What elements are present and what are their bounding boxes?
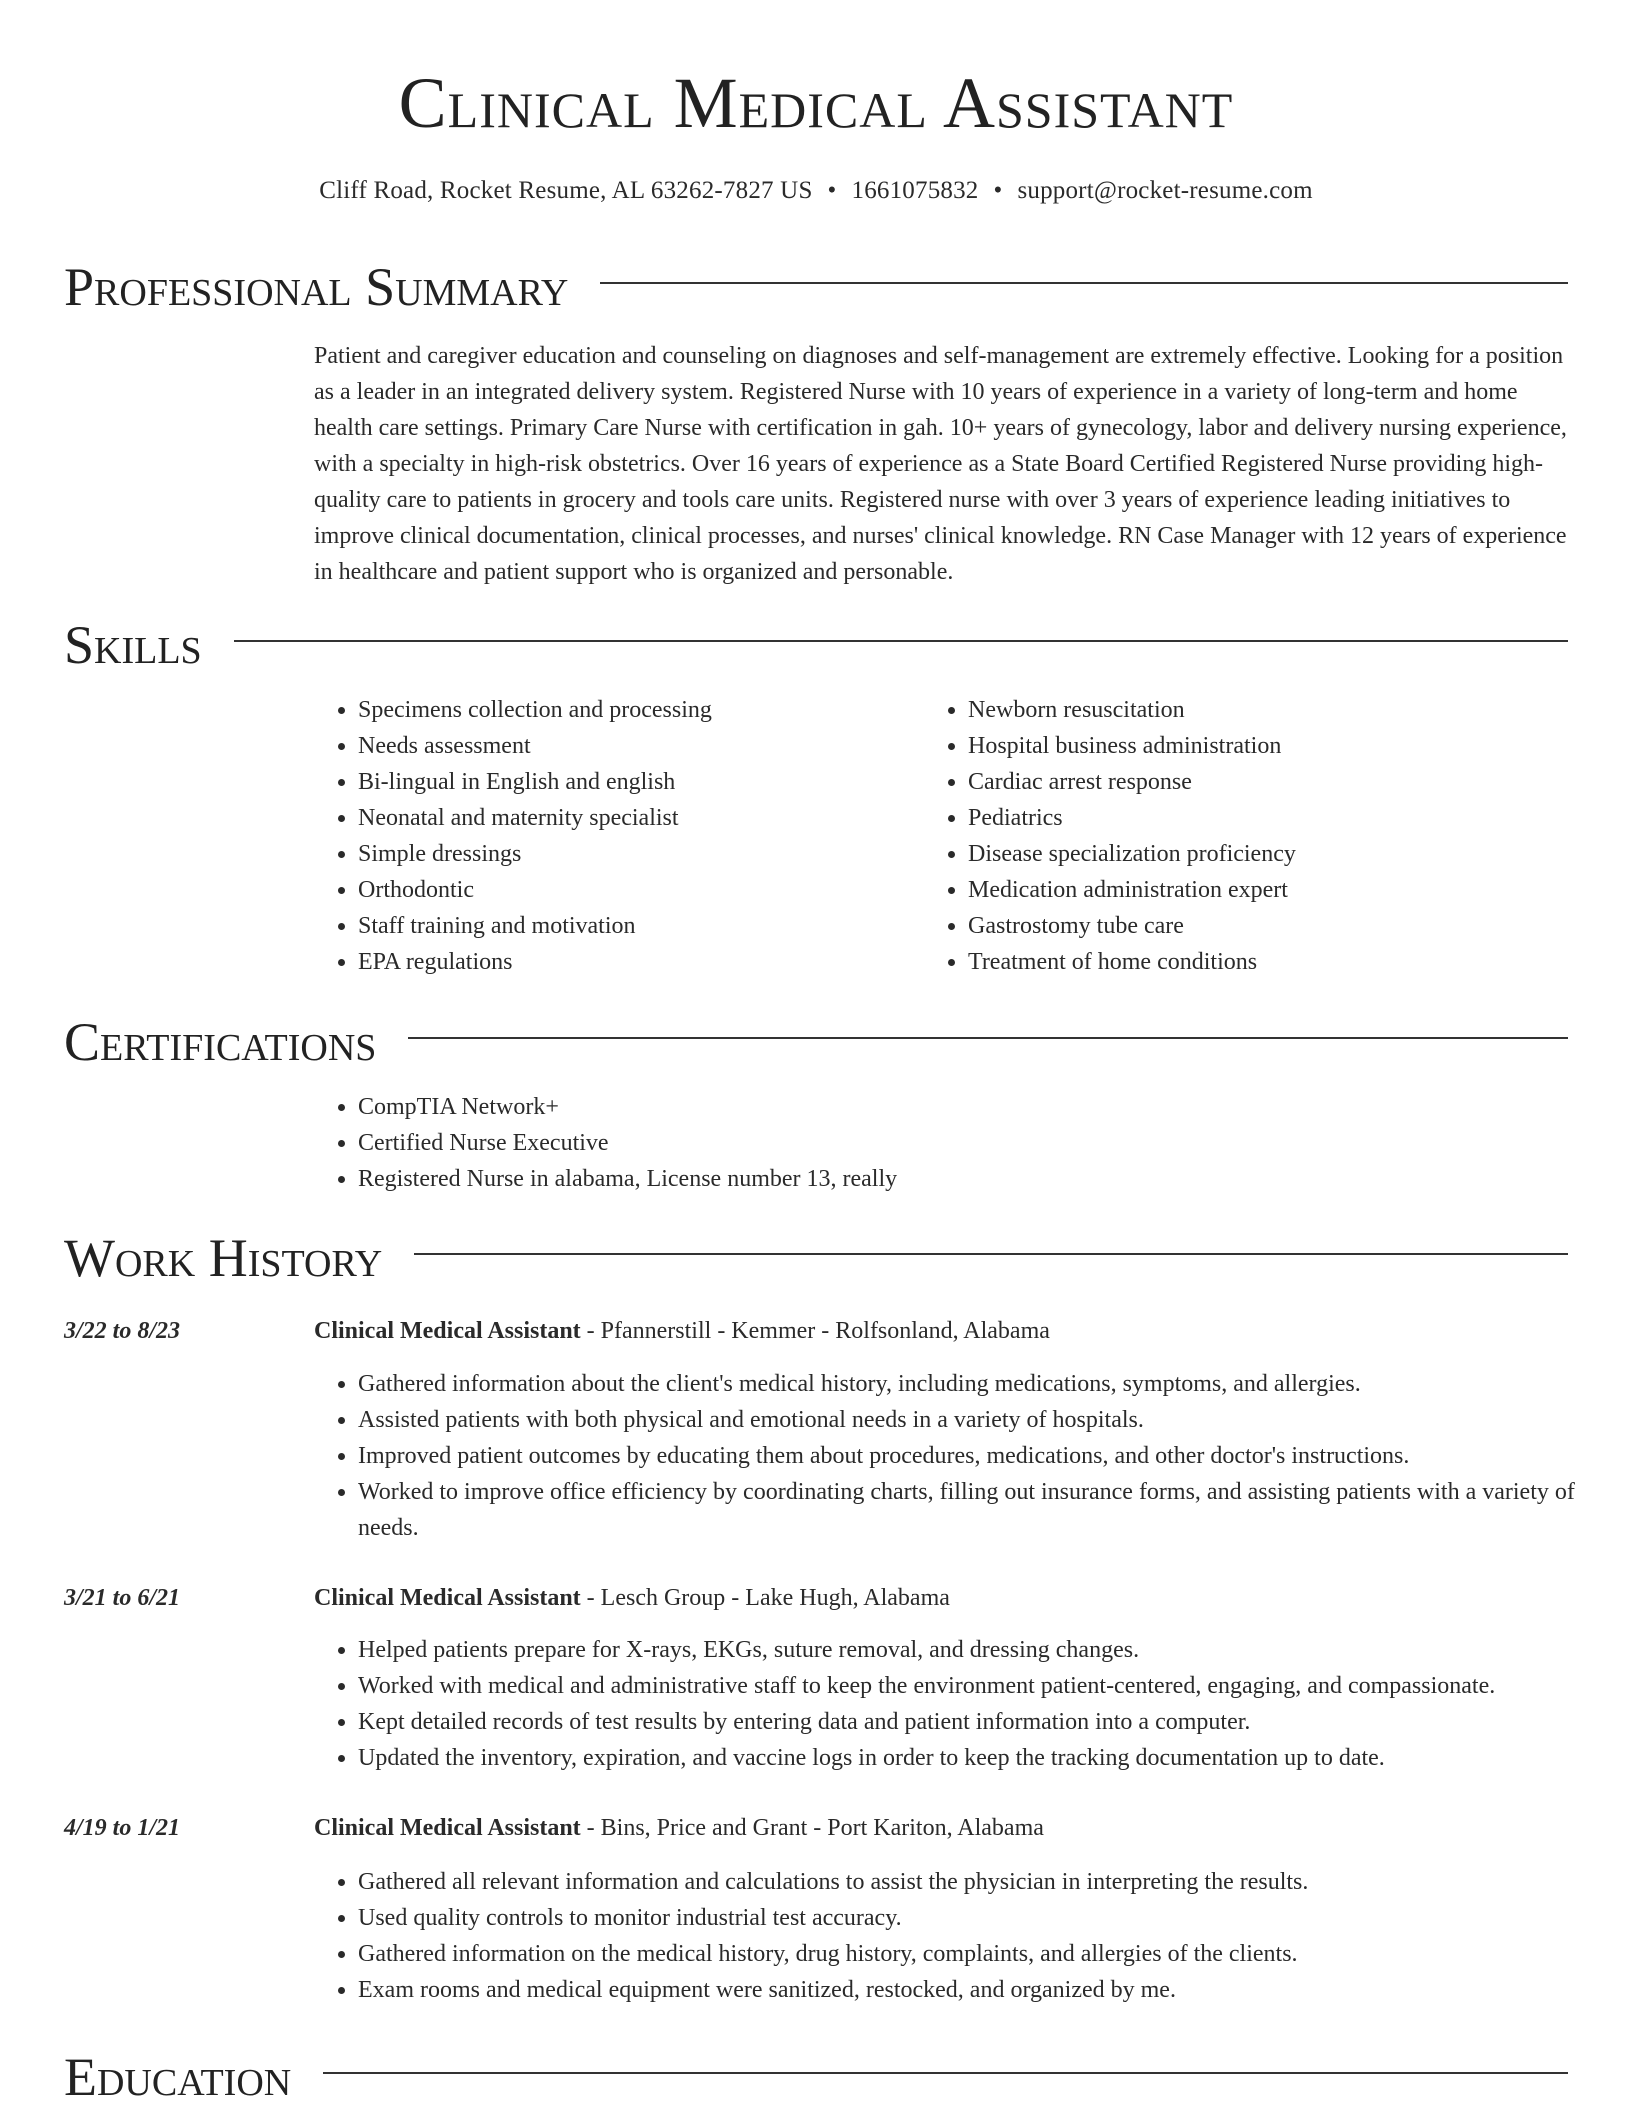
job-dates: 3/22 to 8/23 [64, 1318, 181, 1344]
certification-item: • Certified Nurse Executive [358, 1125, 1558, 1161]
skill-item: • Needs assessment [358, 728, 918, 764]
job-heading [314, 1810, 1568, 1846]
resume-name: Clinical Medical Assistant [398, 63, 1234, 143]
job-bullet: • Helped patients prepare for X-rays, EKGs, suture removal, and dressing changes. [358, 1632, 1612, 1668]
contact-email: support@rocket-resume.com [1017, 177, 1313, 204]
section-divider [408, 1037, 1568, 1039]
job-employer: - Pfannerstill - Kemmer - Rolfsonland, Alabama [580, 1318, 1050, 1344]
section-divider [600, 282, 1568, 284]
section-header-education [64, 2042, 1568, 2112]
skill-item: • Treatment of home conditions [968, 944, 1568, 980]
contact-separator: • [993, 177, 1003, 204]
job-bullet: • Worked to improve office efficiency by coordinating charts, filling out insurance forms, and assisting patients with a variety of needs. [358, 1474, 1612, 1546]
skills-list-left [314, 692, 918, 980]
job-bullets [314, 1366, 1612, 1546]
job-title: Clinical Medical Assistant [314, 1318, 581, 1344]
job-bullets [314, 1632, 1612, 1776]
contact-address: Cliff Road, Rocket Resume, AL 63262-7827 US [319, 177, 813, 204]
skill-item: • Orthodontic [358, 872, 918, 908]
certification-item: • Registered Nurse in alabama, License number 13, really [358, 1161, 1558, 1197]
contact-separator: • [827, 177, 837, 204]
skill-item: • Pediatrics [968, 800, 1568, 836]
job-bullet: • Gathered information about the client's medical history, including medications, symptoms, and allergies. [358, 1366, 1612, 1402]
job-bullet: • Assisted patients with both physical and emotional needs in a variety of hospitals. [358, 1402, 1612, 1438]
skill-item: • EPA regulations [358, 944, 918, 980]
contact-line [0, 174, 1632, 208]
job-bullet: • Gathered information on the medical history, drug history, complaints, and allergies of the clients. [358, 1936, 1612, 1972]
job-bullets [314, 1864, 1612, 2008]
job-bullet: • Used quality controls to monitor industrial test accuracy. [358, 1900, 1612, 1936]
job-bullet: • Kept detailed records of test results by entering data and patient information into a computer. [358, 1704, 1612, 1740]
section-header-work-history [64, 1223, 1568, 1293]
job-heading [314, 1313, 1568, 1349]
section-divider [323, 2072, 1568, 2074]
section-title-summary: Professional Summary [64, 257, 569, 317]
skill-item: • Specimens collection and processing [358, 692, 918, 728]
section-title-certifications: Certifications [64, 1012, 377, 1072]
job-dates: 4/19 to 1/21 [64, 1815, 181, 1841]
section-header-skills [64, 610, 1568, 680]
section-title-education: Education [64, 2047, 292, 2107]
job-employer: - Bins, Price and Grant - Port Kariton, Alabama [580, 1815, 1044, 1841]
job-bullet: • Exam rooms and medical equipment were sanitized, restocked, and organized by me. [358, 1972, 1612, 2008]
section-title-skills: Skills [64, 615, 202, 675]
section-title-work-history: Work History [64, 1228, 383, 1288]
section-divider [414, 1253, 1568, 1255]
summary-text: Patient and caregiver education and counseling on diagnoses and self-management are extremely effective. Looking for a position as a leader in an integrated delivery system. Registered Nurse with 10 years of experience in a variety of long-term and home health care settings. Primary Care Nurse with certification in gah. 10+ years of gynecology, labor and delivery nursing experience, with a specialty in high-risk obstetrics. Over 16 years of experience as a State Board Certified Registered Nurse providing high-quality care to patients in grocery and tools care units. Registered nurse with over 3 years of experience leading initiatives to improve clinical documentation, clinical processes, and nurses' clinical knowledge. RN Case Manager with 12 years of experience in healthcare and patient support who is organized and personable. [314, 343, 1567, 585]
skill-item: • Bi-lingual in English and english [358, 764, 918, 800]
section-header-certifications [64, 1007, 1568, 1077]
skill-item: • Simple dressings [358, 836, 918, 872]
section-divider [234, 640, 1568, 642]
skill-item: • Medication administration expert [968, 872, 1568, 908]
skill-item: • Newborn resuscitation [968, 692, 1568, 728]
certifications-list [314, 1089, 1558, 1197]
skill-item: • Hospital business administration [968, 728, 1568, 764]
skill-item: • Neonatal and maternity specialist [358, 800, 918, 836]
job-heading [314, 1580, 1568, 1616]
job-title: Clinical Medical Assistant [314, 1815, 581, 1841]
job-bullet: • Gathered all relevant information and calculations to assist the physician in interpreting the results. [358, 1864, 1612, 1900]
skill-item: • Cardiac arrest response [968, 764, 1568, 800]
job-title: Clinical Medical Assistant [314, 1585, 581, 1611]
job-bullet: • Improved patient outcomes by educating them about procedures, medications, and other doctor's instructions. [358, 1438, 1612, 1474]
contact-phone: 1661075832 [851, 177, 979, 204]
section-header-summary [64, 252, 1568, 322]
skill-item: • Staff training and motivation [358, 908, 918, 944]
skill-item: • Disease specialization proficiency [968, 836, 1568, 872]
job-dates: 3/21 to 6/21 [64, 1585, 181, 1611]
skills-list-right [924, 692, 1568, 980]
skill-item: • Gastrostomy tube care [968, 908, 1568, 944]
job-bullet: • Updated the inventory, expiration, and vaccine logs in order to keep the tracking documentation up to date. [358, 1740, 1612, 1776]
job-bullet: • Worked with medical and administrative staff to keep the environment patient-centered, engaging, and compassionate. [358, 1668, 1612, 1704]
job-employer: - Lesch Group - Lake Hugh, Alabama [580, 1585, 950, 1611]
certification-item: • CompTIA Network+ [358, 1089, 1558, 1125]
